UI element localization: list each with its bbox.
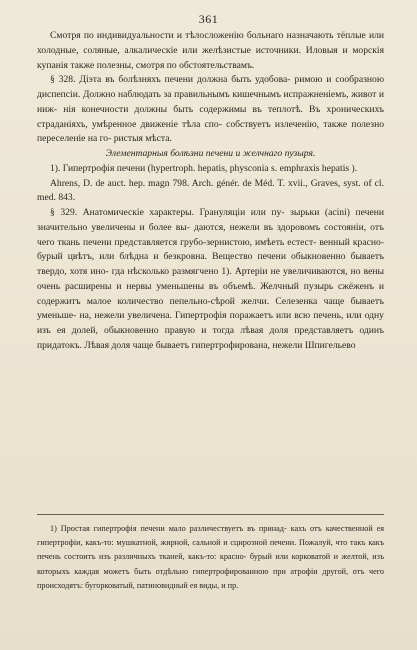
paragraph: § 329. Анатомическіе характеры. Грануляціи или пу- зырьки (acini) печени значительно увеличены и более вы- даются, нежели въ здоровомъ состояніи, отъ чего ткань печени представляется грубо-зернистою, имѣеть естест- венный красно-бурый цвѣтъ, или блѣдна и безкровна. Вещество печени обыкновенно бываетъ твердо, хотя ино- гда нѣсколько размягчено 1). Артеріи не увеличиваются, но вены очень расширены и нервы уменьшены въ объемѣ. Желчный пузырь сжёженъ и содержитъ малое количество пепельно-сѣрой желчи. Селезенка чаще бываетъ уменьше- на, нежели увеличена. Гипертрофія поражаетъ или всю печень, или одну изъ ея долей, обыкновенно правую и тогда лѣвая доля представляетъ одинъ придатокъ. Лѣвая доля чаще бываетъ гипертрофирована, нежели Шпигельево (37, 207, 384, 351)
page-number: 361 (198, 12, 219, 26)
paragraph: § 328. Діэта въ болѣзняхъ печени должна быть удобова- римою и сообразною диспепсіи. Должно наблюдать за правильнымъ кишечнымъ испражненіемъ, живот и ниж- нія конечности должны быть содержимы въ теплотѣ. Въ хроническихъ страданіяхъ, умѣренное движеніе тѣла спо- собствуетъ излеченію, также полезно переселеніе на го- ристыя мѣста. (37, 74, 384, 145)
reference: Ahrens, D. de auct. hep. magn 798. Arch. génér. de Méd. T. xvii., Graves, syst. of cl. med. 843. (37, 177, 384, 204)
section-heading: Элементарныя болѣзни печени и желчнаго пузыря. (105, 148, 316, 159)
subheading: 1). Гипертрофія печени (hypertroph. hepatis, physconia s. emphraxis hepatis ). (50, 162, 358, 174)
footnote: 1) Простая гипертрофія печени мало различествуетъ въ принад- кахъ отъ качественной ея гипертрофіи, какъ-то: мушкатной, жирной, сальной и сцирозной печени. Пожалуй, что такъ какъ печень состоитъ изъ различныхъ тканей, какъ-то: красно- бурый или корковатой и желтой, изъ которыхъ каждая можетъ быть отдѣльно гипертрофированною при атрофіи другой, отъ чего происходятъ: бугорковатый, патиновидный ея виды, и пр. (37, 524, 385, 590)
paragraph: Смотря по индивидуальности и тѣлосложенію больнаго назначають тёплые или холодные, соляные, алкалическіе или желѣзистые источники. Иловыя и морскія купанія также полезны, смотря по обстоятельствамъ. (37, 30, 385, 71)
footnote-divider (37, 514, 384, 515)
main-text (37, 29, 384, 354)
